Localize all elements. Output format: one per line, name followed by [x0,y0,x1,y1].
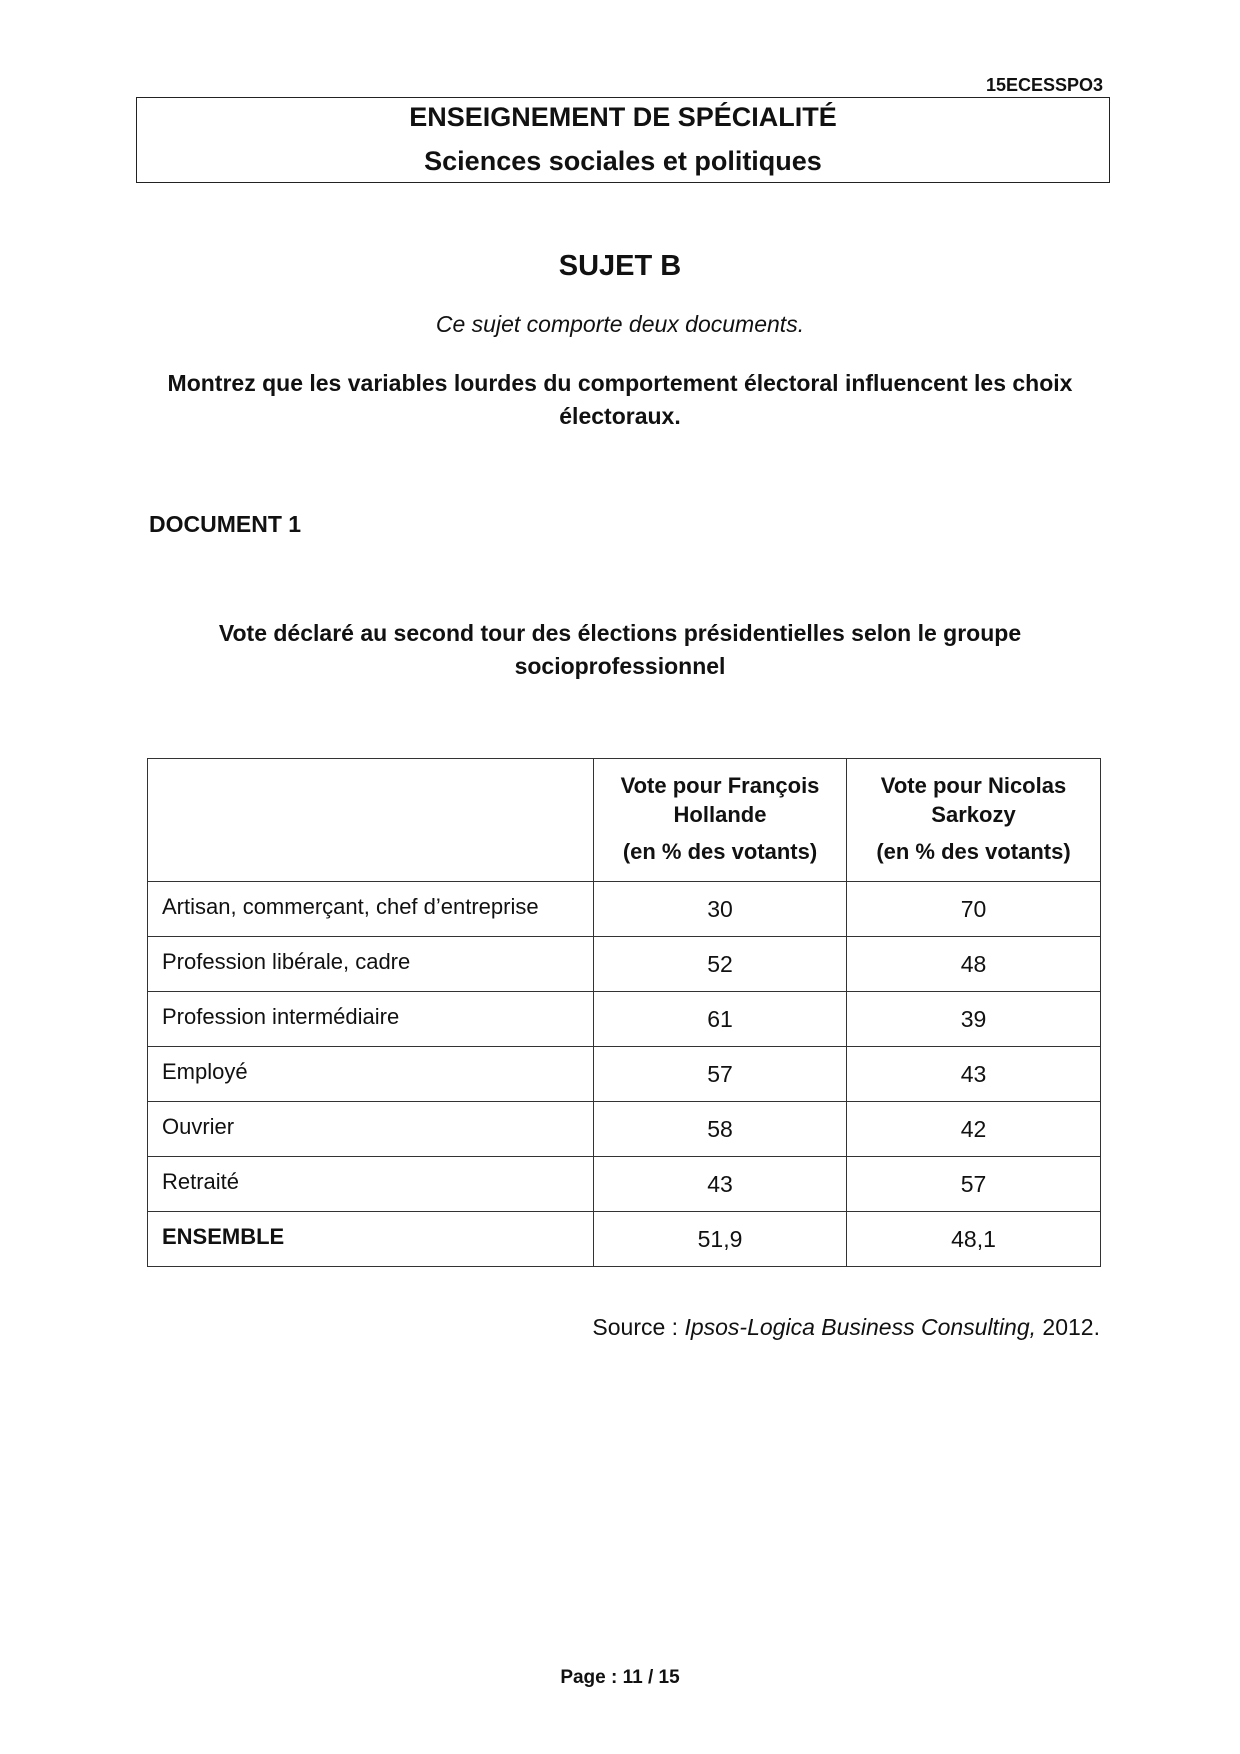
row-label: Profession intermédiaire [148,992,594,1047]
table-row [148,1102,1101,1157]
source-citation [592,1314,1100,1341]
source-name: Ipsos-Logica Business Consulting, [684,1314,1037,1340]
cell-sarkozy: 48 [847,937,1101,992]
row-label: Artisan, commerçant, chef d’entreprise [148,882,594,937]
row-label: Retraité [148,1157,594,1212]
table-row [148,882,1101,937]
page-number: Page : 11 / 15 [560,1667,680,1688]
table-row [148,1047,1101,1102]
column-name: Vote pour Nicolas Sarkozy [880,773,1067,827]
table-header-hollande [594,759,847,882]
vote-table [147,758,1101,1267]
table-row [148,992,1101,1047]
cell-hollande: 30 [594,882,847,937]
source-year: 2012. [1036,1314,1100,1340]
cell-sarkozy: 70 [847,882,1101,937]
row-label: ENSEMBLE [148,1212,594,1267]
subject-question: Montrez que les variables lourdes du comportement électoral influencent les choix électoraux. [167,370,1073,429]
cell-sarkozy: 42 [847,1102,1101,1157]
cell-sarkozy: 39 [847,992,1101,1047]
row-label: Ouvrier [148,1102,594,1157]
cell-hollande: 51,9 [594,1212,847,1267]
column-unit: (en % des votants) [876,839,1071,864]
cell-hollande: 61 [594,992,847,1047]
table-row [148,1157,1101,1212]
cell-hollande: 58 [594,1102,847,1157]
title-subject-area: Sciences sociales et politiques [424,146,822,176]
subject-heading: SUJET B [558,250,682,282]
row-label: Profession libérale, cadre [148,937,594,992]
title-specialty: ENSEIGNEMENT DE SPÉCIALITÉ [409,102,837,132]
cell-sarkozy: 48,1 [847,1212,1101,1267]
table-header-row [148,759,1101,882]
table-header-sarkozy [847,759,1101,882]
table-row-total [148,1212,1101,1267]
subject-note: Ce sujet comporte deux documents. [435,311,805,337]
cell-hollande: 57 [594,1047,847,1102]
table-row [148,937,1101,992]
cell-hollande: 52 [594,937,847,992]
table-title: Vote déclaré au second tour des élections présidentielles selon le groupe socioprofessionnel [218,620,1022,679]
column-name: Vote pour François Hollande [620,773,820,827]
row-label: Employé [148,1047,594,1102]
cell-sarkozy: 57 [847,1157,1101,1212]
title-box [136,97,1110,183]
table-header-empty [148,759,594,882]
document-code: 15ECESSPO3 [985,75,1103,95]
column-unit: (en % des votants) [622,839,818,864]
source-prefix: Source : [592,1314,685,1340]
document-label: DOCUMENT 1 [149,511,302,537]
cell-hollande: 43 [594,1157,847,1212]
cell-sarkozy: 43 [847,1047,1101,1102]
